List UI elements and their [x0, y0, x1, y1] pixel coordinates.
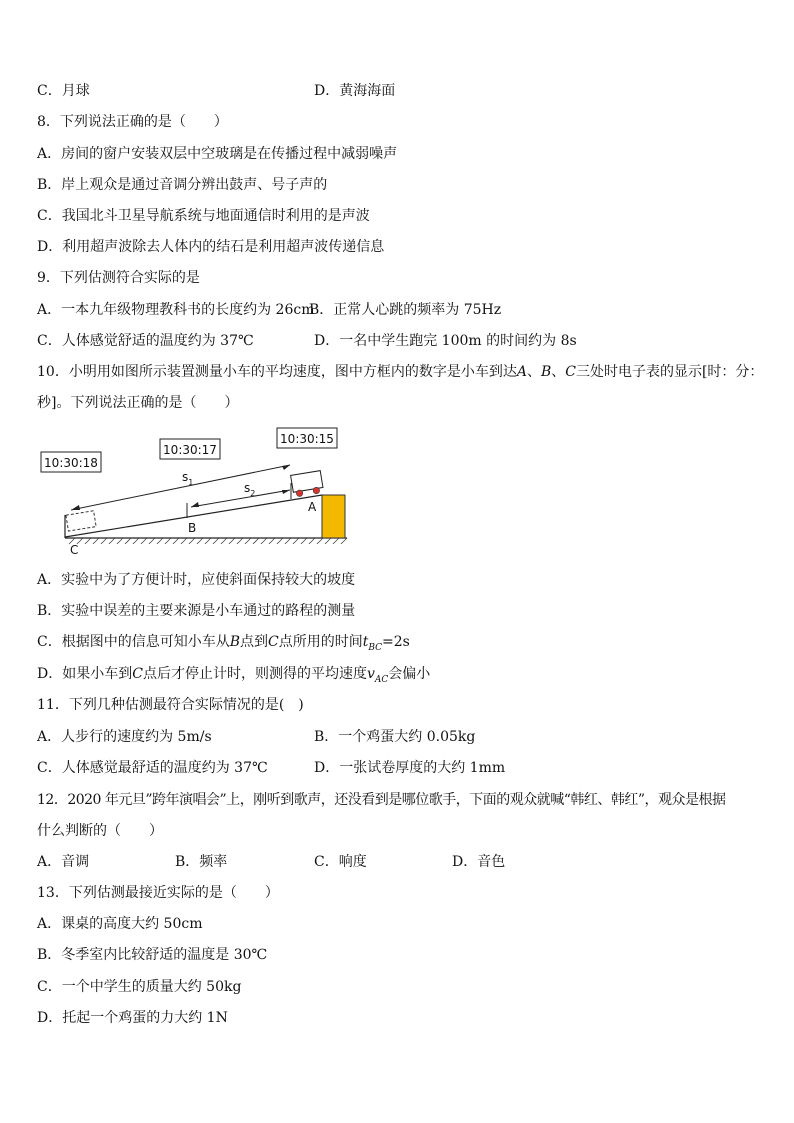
q10-option-d-text-b: 点后才停止计时，则测得的平均速度 [142, 666, 367, 682]
q13-option-b: B．冬季室内比较舒适的温度是 30℃ [37, 947, 268, 963]
q10-stem-sep1: 、 [526, 364, 541, 380]
s2-arrow-head-right [282, 490, 290, 494]
q8-stem: 8．下列说法正确的是（ ） [37, 114, 228, 130]
q10-option-d-text-c: 会偏小 [388, 666, 431, 682]
label-point-c: C [70, 543, 79, 557]
q13-option-d: D．托起一个鸡蛋的力大约 1N [37, 1010, 228, 1026]
time-c-text: 10:30:18 [44, 456, 98, 470]
q13-option-c: C．一个中学生的质量大约 50kg [37, 979, 242, 995]
label-point-a: A [308, 500, 317, 514]
car-at-c-dashed [66, 511, 96, 531]
q9-option-a: A．一本九年级物理教科书的长度约为 26cm [37, 302, 315, 318]
q9-stem: 9．下列估测符合实际的是 [37, 270, 200, 286]
q10-option-d-v: v [366, 666, 375, 682]
q11-stem: 11．下列几种估测最符合实际情况的是( ) [37, 697, 304, 713]
q10-stem-text-a: 10．小明用如图所示装置测量小车的平均速度，图中方框内的数字是小车到达 [37, 364, 517, 380]
label-point-b: B [188, 521, 197, 535]
q8-option-a: A．房间的窗户安装双层中空玻璃是在传播过程中减弱噪声 [37, 146, 398, 162]
q10-option-c-t: t [362, 634, 369, 650]
label-s2-main: s [244, 481, 251, 495]
q8-option-b: B．岸上观众是通过音调分辨出鼓声、号子声的 [37, 177, 328, 193]
s1-arrow-head-right [282, 465, 290, 470]
q10-option-c-text-b: 点到 [240, 634, 269, 650]
q10-option-c [37, 632, 410, 652]
q10-stem-sep2: 、 [551, 364, 566, 380]
label-s1 [182, 470, 193, 487]
q9-option-c: C．人体感觉舒适的温度约为 37℃ [37, 333, 254, 349]
q10-option-c-t-sub: BC [368, 642, 383, 653]
q10-option-c-point-c: C [268, 634, 279, 650]
q9-options-row-2 [37, 331, 767, 351]
q10-stem-line2: 秒]。下列说法正确的是（ ） [37, 395, 239, 411]
q8-option-d: D．利用超声波除去人体内的结石是利用超声波传递信息 [37, 239, 385, 255]
q10-option-d-v-sub: AC [374, 674, 389, 685]
q10-option-c-text-a: C．根据图中的信息可知小车从 [37, 634, 230, 650]
q7-options-row [37, 81, 767, 101]
q9-options-row-1 [37, 300, 767, 320]
q12-stem-line1: 12．2020 年元旦”跨年演唱会”上，刚听到歌声，还没看到是哪位歌手，下面的观众就喊“韩红、韩红”，观众是根据 [37, 792, 726, 808]
q10-option-c-point-b: B [229, 634, 241, 650]
q10-option-a: A．实验中为了方便计时，应使斜面保持较大的坡度 [37, 572, 356, 588]
time-b-text: 10:30:17 [163, 443, 217, 457]
q10-stem-point-b: B [540, 364, 552, 380]
q9-option-d: D．一名中学生跑完 100m 的时间约为 8s [314, 333, 577, 349]
q11-option-c: C．人体感觉最舒适的温度约为 37℃ [37, 760, 268, 776]
car-at-a [291, 471, 324, 498]
q10-stem-text-b: 三处时电子表的显示[时：分： [575, 364, 764, 380]
q11-option-a: A．人步行的速度约为 5m/s [37, 729, 212, 745]
q10-incline-figure [35, 425, 355, 560]
q11-option-d: D．一张试卷厚度的大约 1mm [314, 760, 506, 776]
q12-stem-line2: 什么判断的（ ） [37, 823, 163, 839]
q10-option-b: B．实验中误差的主要来源是小车通过的路程的测量 [37, 603, 356, 619]
q10-option-d-point-c: C [132, 666, 143, 682]
label-s2 [244, 481, 255, 498]
q10-stem-line1 [37, 362, 763, 382]
q12-option-a: A．音调 [37, 854, 90, 870]
q12-options-row [37, 852, 767, 872]
q11-options-row-1 [37, 727, 767, 747]
q11-options-row-2 [37, 758, 767, 778]
time-a-text: 10:30:15 [280, 432, 334, 446]
ground-hatching [69, 538, 347, 544]
q9-option-b: B．正常人心跳的频率为 75Hz [309, 302, 502, 318]
q7-option-d: D．黄海海面 [314, 83, 396, 99]
q10-option-d-text-a: D．如果小车到 [37, 666, 133, 682]
q13-option-a: A．课桌的高度大约 50cm [37, 916, 203, 932]
q12-option-b: B．频率 [175, 854, 228, 870]
q11-option-b: B．一个鸡蛋大约 0.05kg [314, 729, 476, 745]
q10-stem-point-a: A [516, 364, 527, 380]
s1-arrow-line [71, 465, 290, 510]
q10-option-d [37, 664, 430, 684]
q10-option-c-text-d: =2s [382, 634, 410, 650]
s2-arrow-line [191, 490, 290, 507]
q12-option-c: C．响度 [314, 854, 367, 870]
q10-stem-point-c: C [565, 364, 576, 380]
q8-option-c: C．我国北斗卫星导航系统与地面通信时利用的是声波 [37, 208, 370, 224]
label-s2-sub: 2 [250, 489, 256, 498]
q7-option-c: C．月球 [37, 83, 90, 99]
q12-option-d: D．音色 [452, 854, 506, 870]
support-block [322, 495, 345, 538]
q13-stem: 13．下列估测最接近实际的是（ ） [37, 885, 279, 901]
label-s1-main: s [182, 470, 189, 484]
q10-option-c-text-c: 点所用的时间 [278, 634, 363, 650]
s1-arrow-head-left [71, 505, 80, 510]
s2-arrow-head-left [191, 502, 199, 507]
label-s1-sub: 1 [188, 478, 194, 487]
